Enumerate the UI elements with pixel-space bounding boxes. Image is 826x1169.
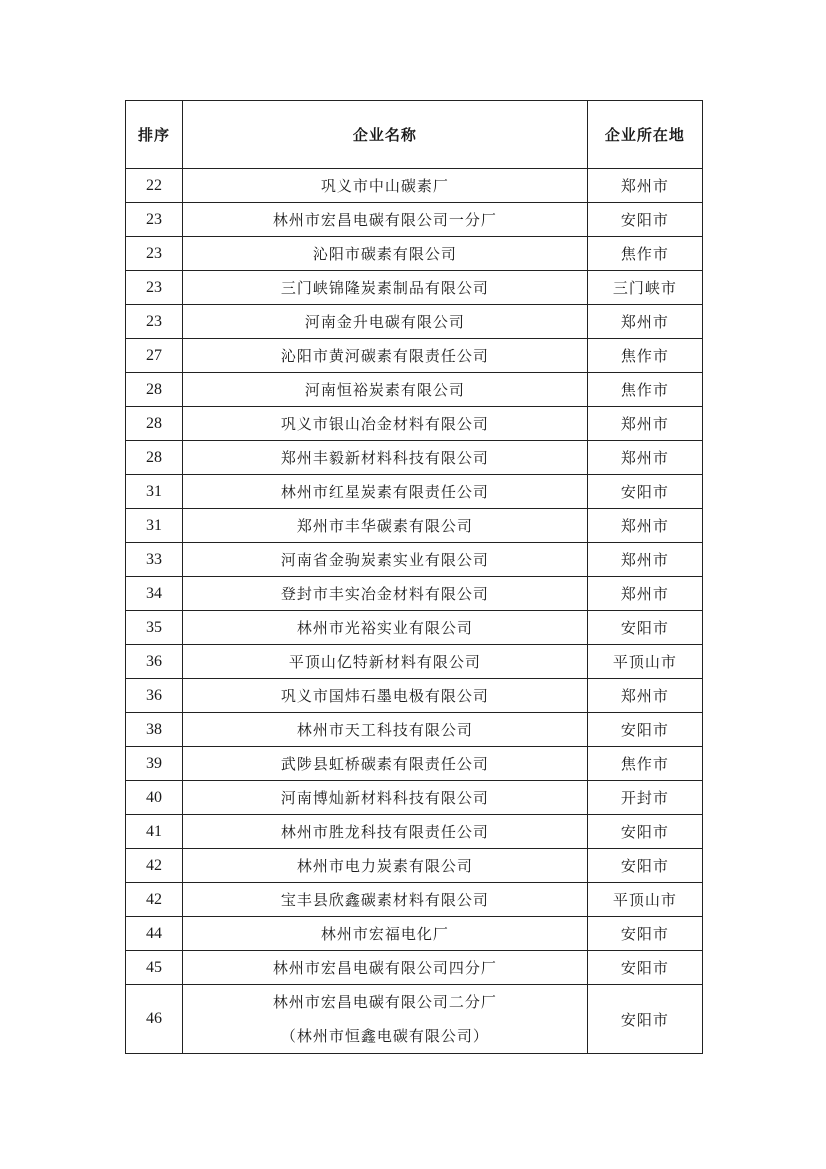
company-name-cell: 武陟县虹桥碳素有限责任公司 bbox=[183, 747, 588, 781]
rank-cell: 23 bbox=[126, 203, 183, 237]
location-cell: 焦作市 bbox=[587, 747, 702, 781]
table-row bbox=[126, 237, 703, 271]
rank-cell: 42 bbox=[126, 849, 183, 883]
table-row bbox=[126, 781, 703, 815]
rank-cell: 27 bbox=[126, 339, 183, 373]
company-former-name-line: （林州市恒鑫电碳有限公司） bbox=[280, 1027, 489, 1045]
rank-cell: 40 bbox=[126, 781, 183, 815]
table-row bbox=[126, 849, 703, 883]
table-row bbox=[126, 815, 703, 849]
rank-cell: 28 bbox=[126, 373, 183, 407]
rank-cell: 22 bbox=[126, 169, 183, 203]
table-row bbox=[126, 543, 703, 577]
header-company-name: 企业名称 bbox=[183, 101, 588, 169]
rank-cell: 31 bbox=[126, 509, 183, 543]
rank-cell: 33 bbox=[126, 543, 183, 577]
table-header-row bbox=[126, 101, 703, 169]
table-row bbox=[126, 475, 703, 509]
table-row bbox=[126, 271, 703, 305]
location-cell: 安阳市 bbox=[587, 475, 702, 509]
company-name-cell: 林州市红星炭素有限责任公司 bbox=[183, 475, 588, 509]
company-name-cell: 平顶山亿特新材料有限公司 bbox=[183, 645, 588, 679]
location-cell: 焦作市 bbox=[587, 237, 702, 271]
company-name-cell: 河南省金驹炭素实业有限公司 bbox=[183, 543, 588, 577]
company-name-cell: 宝丰县欣鑫碳素材料有限公司 bbox=[183, 883, 588, 917]
company-name-cell: 郑州市丰华碳素有限公司 bbox=[183, 509, 588, 543]
location-cell: 安阳市 bbox=[587, 917, 702, 951]
rank-cell: 23 bbox=[126, 305, 183, 339]
company-name-cell: 沁阳市黄河碳素有限责任公司 bbox=[183, 339, 588, 373]
rank-cell: 23 bbox=[126, 237, 183, 271]
location-cell: 三门峡市 bbox=[587, 271, 702, 305]
rank-cell: 45 bbox=[126, 951, 183, 985]
company-name-cell: 巩义市国炜石墨电极有限公司 bbox=[183, 679, 588, 713]
company-name-cell: 林州市宏昌电碳有限公司一分厂 bbox=[183, 203, 588, 237]
table-row bbox=[126, 339, 703, 373]
rank-cell: 28 bbox=[126, 407, 183, 441]
rank-cell: 36 bbox=[126, 645, 183, 679]
location-cell: 郑州市 bbox=[587, 407, 702, 441]
table-body bbox=[126, 169, 703, 1054]
location-cell: 安阳市 bbox=[587, 985, 702, 1054]
table-row bbox=[126, 407, 703, 441]
company-name-cell: 河南金升电碳有限公司 bbox=[183, 305, 588, 339]
company-name-cell: 林州市宏福电化厂 bbox=[183, 917, 588, 951]
table-row bbox=[126, 679, 703, 713]
location-cell: 郑州市 bbox=[587, 509, 702, 543]
location-cell: 安阳市 bbox=[587, 203, 702, 237]
company-name-cell: 三门峡锦隆炭素制品有限公司 bbox=[183, 271, 588, 305]
company-name-cell: 河南博灿新材料科技有限公司 bbox=[183, 781, 588, 815]
rank-cell: 23 bbox=[126, 271, 183, 305]
table-row bbox=[126, 577, 703, 611]
company-name-cell bbox=[183, 985, 588, 1054]
company-name-line: 林州市宏昌电碳有限公司二分厂 bbox=[272, 993, 497, 1011]
location-cell: 开封市 bbox=[587, 781, 702, 815]
rank-cell: 46 bbox=[126, 985, 183, 1054]
ranking-table bbox=[125, 100, 703, 1054]
company-name-cell: 河南恒裕炭素有限公司 bbox=[183, 373, 588, 407]
header-rank: 排序 bbox=[126, 101, 183, 169]
header-company-location: 企业所在地 bbox=[587, 101, 702, 169]
table-row bbox=[126, 645, 703, 679]
company-name-cell: 沁阳市碳素有限公司 bbox=[183, 237, 588, 271]
company-name-cell: 林州市电力炭素有限公司 bbox=[183, 849, 588, 883]
rank-cell: 42 bbox=[126, 883, 183, 917]
company-name-cell: 郑州丰毅新材料科技有限公司 bbox=[183, 441, 588, 475]
table-row bbox=[126, 509, 703, 543]
rank-cell: 28 bbox=[126, 441, 183, 475]
location-cell: 郑州市 bbox=[587, 169, 702, 203]
company-name-cell: 巩义市中山碳素厂 bbox=[183, 169, 588, 203]
table-row bbox=[126, 373, 703, 407]
location-cell: 平顶山市 bbox=[587, 883, 702, 917]
rank-cell: 35 bbox=[126, 611, 183, 645]
location-cell: 郑州市 bbox=[587, 543, 702, 577]
table-row bbox=[126, 441, 703, 475]
rank-cell: 34 bbox=[126, 577, 183, 611]
company-name-cell: 登封市丰实冶金材料有限公司 bbox=[183, 577, 588, 611]
company-name-cell: 林州市胜龙科技有限责任公司 bbox=[183, 815, 588, 849]
rank-cell: 44 bbox=[126, 917, 183, 951]
location-cell: 郑州市 bbox=[587, 679, 702, 713]
rank-cell: 36 bbox=[126, 679, 183, 713]
table-row bbox=[126, 611, 703, 645]
table-row bbox=[126, 203, 703, 237]
table-row bbox=[126, 713, 703, 747]
table-row bbox=[126, 747, 703, 781]
location-cell: 焦作市 bbox=[587, 373, 702, 407]
company-name-cell: 林州市宏昌电碳有限公司四分厂 bbox=[183, 951, 588, 985]
rank-cell: 39 bbox=[126, 747, 183, 781]
location-cell: 郑州市 bbox=[587, 305, 702, 339]
location-cell: 焦作市 bbox=[587, 339, 702, 373]
location-cell: 郑州市 bbox=[587, 577, 702, 611]
company-name-cell: 林州市天工科技有限公司 bbox=[183, 713, 588, 747]
table-row bbox=[126, 169, 703, 203]
location-cell: 安阳市 bbox=[587, 611, 702, 645]
location-cell: 郑州市 bbox=[587, 441, 702, 475]
location-cell: 安阳市 bbox=[587, 713, 702, 747]
rank-cell: 31 bbox=[126, 475, 183, 509]
location-cell: 安阳市 bbox=[587, 849, 702, 883]
table-row bbox=[126, 951, 703, 985]
location-cell: 安阳市 bbox=[587, 815, 702, 849]
company-name-cell: 巩义市银山冶金材料有限公司 bbox=[183, 407, 588, 441]
rank-cell: 38 bbox=[126, 713, 183, 747]
table-row bbox=[126, 305, 703, 339]
table-row bbox=[126, 883, 703, 917]
rank-cell: 41 bbox=[126, 815, 183, 849]
company-name-cell: 林州市光裕实业有限公司 bbox=[183, 611, 588, 645]
location-cell: 平顶山市 bbox=[587, 645, 702, 679]
table-row bbox=[126, 985, 703, 1054]
table-row bbox=[126, 917, 703, 951]
location-cell: 安阳市 bbox=[587, 951, 702, 985]
